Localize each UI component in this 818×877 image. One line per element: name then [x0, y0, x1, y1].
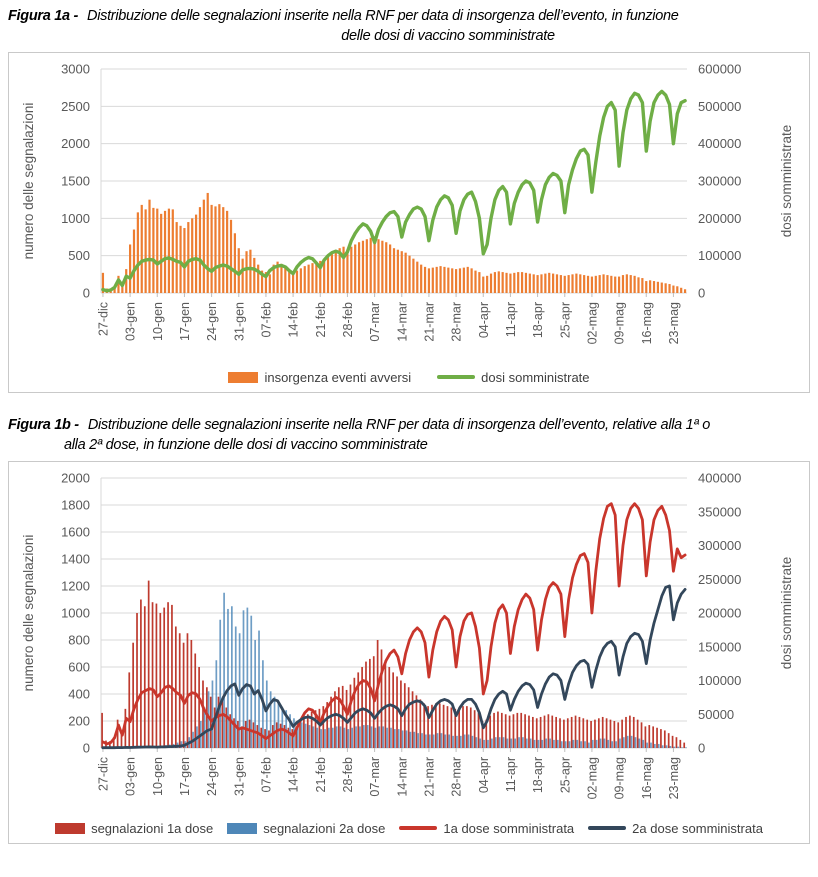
svg-text:10-gen: 10-gen	[150, 757, 165, 796]
svg-text:600000: 600000	[698, 61, 742, 77]
svg-text:07-mar: 07-mar	[368, 302, 383, 342]
svg-text:04-apr: 04-apr	[476, 757, 491, 794]
svg-text:14-mar: 14-mar	[395, 757, 410, 797]
svg-text:27-dic: 27-dic	[96, 757, 111, 792]
svg-text:07-mar: 07-mar	[368, 757, 383, 797]
legend-label: 2a dose somministrata	[632, 820, 763, 836]
spacer	[0, 393, 818, 415]
legend-bar-swatch-insorgenza-eventi-avversi	[228, 372, 258, 383]
svg-text:1600: 1600	[61, 524, 90, 540]
svg-text:1400: 1400	[61, 551, 90, 567]
legend-item-insorgenza-eventi-avversi	[228, 370, 411, 385]
svg-text:04-apr: 04-apr	[476, 302, 491, 339]
legend-bar-swatch-segnalazioni-2a-dose	[227, 823, 257, 834]
svg-text:0: 0	[82, 740, 90, 756]
svg-text:600: 600	[68, 659, 90, 675]
figure-1a-title-line1: Distribuzione delle segnalazioni inserite nella RNF per data di insorgenza dell’evento, in funzione	[87, 8, 679, 24]
chart-svg-1	[9, 464, 805, 814]
svg-text:21-feb: 21-feb	[313, 757, 328, 793]
legend-item-segnalazioni-1a-dose	[55, 821, 213, 836]
chart-svg-0	[9, 55, 805, 363]
svg-text:21-feb: 21-feb	[313, 302, 328, 338]
svg-text:25-apr: 25-apr	[558, 302, 573, 339]
legend-label: dosi somministrate	[481, 369, 590, 385]
legend-bar-swatch-segnalazioni-1a-dose	[55, 823, 85, 834]
svg-text:50000: 50000	[698, 706, 735, 722]
svg-text:200000: 200000	[698, 210, 742, 226]
svg-text:23-mag: 23-mag	[666, 302, 681, 345]
svg-text:18-apr: 18-apr	[531, 757, 546, 794]
svg-text:03-gen: 03-gen	[123, 302, 138, 341]
legend-item-segnalazioni-2a-dose	[227, 821, 385, 836]
svg-text:03-gen: 03-gen	[123, 757, 138, 796]
figure-1a-label: Figura 1a -	[8, 8, 79, 24]
svg-text:300000: 300000	[698, 538, 742, 553]
svg-text:200000: 200000	[698, 605, 742, 621]
svg-text:16-mag: 16-mag	[639, 302, 654, 345]
svg-text:300000: 300000	[698, 173, 742, 189]
svg-text:14-mar: 14-mar	[395, 302, 410, 342]
svg-text:numero delle segnalazioni: numero delle segnalazioni	[21, 102, 36, 260]
legend-label: segnalazioni 1a dose	[91, 820, 214, 836]
svg-text:28-feb: 28-feb	[340, 302, 355, 338]
svg-text:2000: 2000	[61, 136, 90, 152]
svg-text:11-apr: 11-apr	[503, 302, 518, 338]
figure-1a-caption	[0, 6, 818, 50]
chart-1b-plot	[9, 464, 809, 819]
figure-1b-label: Figura 1b -	[8, 417, 79, 433]
svg-text:2500: 2500	[61, 98, 90, 114]
svg-text:400: 400	[68, 686, 90, 702]
svg-text:25-apr: 25-apr	[558, 757, 573, 794]
legend-item-1a-dose-somministrata	[399, 821, 574, 836]
svg-text:07-feb: 07-feb	[259, 757, 274, 793]
svg-text:17-gen: 17-gen	[177, 757, 192, 796]
legend-line-swatch-dosi-somministrate	[437, 375, 475, 379]
svg-text:31-gen: 31-gen	[232, 302, 247, 341]
svg-text:350000: 350000	[698, 504, 742, 520]
figure-1b-caption	[0, 415, 818, 459]
svg-text:100000: 100000	[698, 673, 742, 688]
svg-text:400000: 400000	[698, 136, 742, 152]
svg-text:500: 500	[68, 248, 90, 264]
svg-text:14-feb: 14-feb	[286, 757, 301, 793]
svg-text:1800: 1800	[61, 497, 90, 513]
svg-text:07-feb: 07-feb	[259, 302, 274, 338]
svg-text:800: 800	[68, 632, 90, 648]
svg-text:21-mar: 21-mar	[422, 757, 437, 797]
svg-text:31-gen: 31-gen	[232, 757, 247, 796]
svg-text:numero delle segnalazioni: numero delle segnalazioni	[21, 534, 36, 692]
svg-text:1000: 1000	[61, 210, 90, 226]
chart-1b-panel	[8, 461, 810, 844]
svg-text:02-mag: 02-mag	[585, 302, 600, 345]
svg-text:24-gen: 24-gen	[205, 302, 220, 341]
svg-text:28-mar: 28-mar	[449, 757, 464, 797]
svg-text:200: 200	[68, 713, 90, 729]
figure-1a-title-line2: delle dosi di vaccino somministrate	[341, 28, 555, 44]
chart-1a-plot	[9, 55, 809, 368]
svg-text:400000: 400000	[698, 470, 742, 486]
svg-text:16-mag: 16-mag	[639, 757, 654, 800]
svg-text:09-mag: 09-mag	[612, 757, 627, 800]
legend-label: 1a dose somministrata	[443, 820, 575, 836]
svg-text:09-mag: 09-mag	[612, 302, 627, 345]
svg-text:1000: 1000	[61, 605, 90, 621]
legend-item-dosi-somministrate	[437, 370, 589, 385]
legend-item-2a-dose-somministrata	[588, 821, 763, 836]
svg-text:150000: 150000	[698, 639, 742, 655]
chart-1a-panel	[8, 52, 810, 393]
svg-text:0: 0	[698, 285, 706, 301]
svg-text:250000: 250000	[698, 571, 742, 587]
svg-text:21-mar: 21-mar	[422, 302, 437, 342]
svg-text:17-gen: 17-gen	[177, 302, 192, 341]
figure-1b-title-line1: Distribuzione delle segnalazioni inserite nella RNF per data di insorgenza dell’evento, relative alla 1ª o	[87, 417, 710, 433]
svg-text:0: 0	[82, 285, 90, 301]
legend-line-swatch-1a-dose-somministrata	[399, 826, 437, 830]
figure-1b-title-line2: alla 2ª dose, in funzione delle dosi di vaccino somministrate	[64, 437, 428, 453]
svg-text:14-feb: 14-feb	[286, 302, 301, 338]
svg-text:2000: 2000	[61, 470, 90, 486]
svg-text:0: 0	[698, 740, 706, 756]
svg-text:500000: 500000	[698, 98, 742, 114]
legend-line-swatch-2a-dose-somministrata	[588, 826, 626, 830]
svg-text:1200: 1200	[61, 578, 90, 594]
svg-text:3000: 3000	[61, 61, 90, 77]
legend-label: insorgenza eventi avversi	[264, 369, 412, 385]
svg-text:dosi somministrate: dosi somministrate	[779, 556, 794, 670]
svg-text:dosi somministrate: dosi somministrate	[779, 124, 794, 238]
svg-text:24-gen: 24-gen	[205, 757, 220, 796]
svg-text:1500: 1500	[61, 173, 90, 189]
svg-text:18-apr: 18-apr	[531, 302, 546, 339]
svg-text:11-apr: 11-apr	[503, 757, 518, 793]
svg-text:02-mag: 02-mag	[585, 757, 600, 800]
svg-text:28-mar: 28-mar	[449, 302, 464, 342]
svg-text:100000: 100000	[698, 248, 742, 264]
svg-text:10-gen: 10-gen	[150, 302, 165, 341]
svg-text:23-mag: 23-mag	[666, 757, 681, 800]
svg-text:28-feb: 28-feb	[340, 757, 355, 793]
legend-label: segnalazioni 2a dose	[263, 820, 386, 836]
svg-text:27-dic: 27-dic	[96, 302, 111, 337]
